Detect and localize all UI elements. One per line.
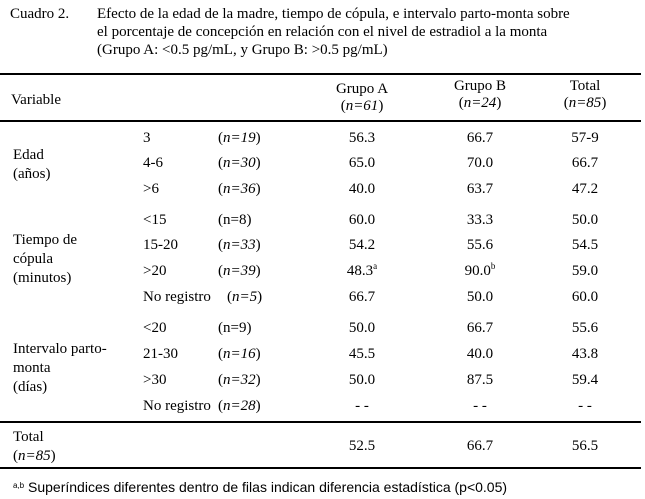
row-level: <15 [143, 212, 167, 228]
row-value-b: 70.0 [466, 155, 494, 171]
row-value-total: 57-9 [571, 130, 599, 146]
row-n: (n=8) [218, 212, 252, 228]
row-level: 21-30 [143, 346, 178, 362]
superscript-a: a [373, 261, 378, 271]
header-group-b-name: Grupo B [453, 78, 507, 94]
header-group-b-n: (n=24) [458, 95, 502, 111]
header-group-a-n: (n=61) [340, 98, 384, 114]
row-value-b: 87.5 [466, 372, 494, 388]
section-label-intervalo: Intervalo parto- monta (días) [13, 341, 107, 395]
row-value-b: - - [473, 398, 487, 414]
row-n: (n=5) [227, 289, 263, 305]
row-value-b: 40.0 [466, 346, 494, 362]
row-level: >20 [143, 263, 167, 279]
row-value-b: 55.6 [466, 237, 494, 253]
row-level: >6 [143, 181, 159, 197]
row-value-a: 66.7 [348, 289, 376, 305]
row-value-total: 43.8 [571, 346, 599, 362]
row-value-total: - - [578, 398, 592, 414]
row-value-a: 50.0 [348, 320, 376, 336]
row-value-a: - - [355, 398, 369, 414]
header-total-name: Total [569, 78, 601, 94]
row-value-b: 63.7 [466, 181, 494, 197]
body-bottom-rule [0, 421, 641, 423]
row-n: (n=33) [218, 237, 261, 253]
total-value-b: 66.7 [466, 438, 494, 454]
row-n: (n=39) [218, 263, 261, 279]
table-top-rule [0, 73, 641, 75]
row-level: 15-20 [143, 237, 178, 253]
row-value-b: 50.0 [466, 289, 494, 305]
row-value-b: 33.3 [466, 212, 494, 228]
row-value-total: 66.7 [571, 155, 599, 171]
row-n: (n=16) [218, 346, 261, 362]
footnote [13, 479, 507, 495]
row-level: 3 [143, 130, 151, 146]
table-caption-line-2: el porcentaje de concepción en relación con el nivel de estradiol a la monta [97, 24, 548, 40]
row-value-total: 60.0 [571, 289, 599, 305]
footnote-superscript: a,b [13, 481, 25, 490]
row-n: (n=9) [218, 320, 252, 336]
header-total-n: (n=85) [563, 95, 607, 111]
footnote-text: Superíndices diferentes dentro de filas indican diferencia estadística (p<0.05) [28, 479, 508, 495]
header-group-b [440, 78, 520, 112]
row-level: >30 [143, 372, 167, 388]
header-bottom-rule [0, 120, 641, 122]
row-value-a: 54.2 [348, 237, 376, 253]
row-n: (n=19) [218, 130, 261, 146]
header-variable: Variable [11, 92, 61, 108]
header-total [545, 78, 625, 112]
row-level: No registro [143, 289, 211, 305]
total-value-total: 56.5 [571, 438, 599, 454]
section-label-edad: Edad (años) [13, 147, 51, 182]
row-value-total: 47.2 [571, 181, 599, 197]
row-level: <20 [143, 320, 167, 336]
total-value-a: 52.5 [348, 438, 376, 454]
row-value-total: 59.0 [571, 263, 599, 279]
header-group-a-name: Grupo A [335, 81, 389, 97]
row-value-a: 50.0 [348, 372, 376, 388]
row-value-b: 66.7 [466, 320, 494, 336]
table-caption-label: Cuadro 2. [10, 6, 70, 22]
row-value-a: 48.3$^a$ [346, 261, 378, 279]
row-n: (n=36) [218, 181, 261, 197]
row-value-total: 54.5 [571, 237, 599, 253]
total-label: Total (n=85) [13, 429, 56, 464]
row-value-total: 50.0 [571, 212, 599, 228]
row-level: No registro [143, 398, 211, 414]
row-value-a: 45.5 [348, 346, 376, 362]
row-n: (n=28) [218, 398, 261, 414]
row-value-b: 66.7 [466, 130, 494, 146]
row-value-a: 60.0 [348, 212, 376, 228]
table-caption-line-3: (Grupo A: <0.5 pg/mL, y Grupo B: >0.5 pg/mL) [97, 42, 388, 58]
header-group-a [322, 81, 402, 115]
table-bottom-rule [0, 467, 641, 469]
row-level: 4-6 [143, 155, 163, 171]
row-value-b: 90.0$^b$ [464, 261, 496, 279]
row-n: (n=30) [218, 155, 261, 171]
row-value-a: 65.0 [348, 155, 376, 171]
row-n: (n=32) [218, 372, 261, 388]
row-value-a: 56.3 [348, 130, 376, 146]
section-label-tiempo: Tiempo de cópula (minutos) [13, 232, 78, 286]
row-value-total: 59.4 [571, 372, 599, 388]
superscript-b: b [490, 261, 496, 271]
table-caption-line-1: Efecto de la edad de la madre, tiempo de cópula, e intervalo parto-monta sobre [97, 6, 570, 22]
row-value-a: 40.0 [348, 181, 376, 197]
row-value-total: 55.6 [571, 320, 599, 336]
